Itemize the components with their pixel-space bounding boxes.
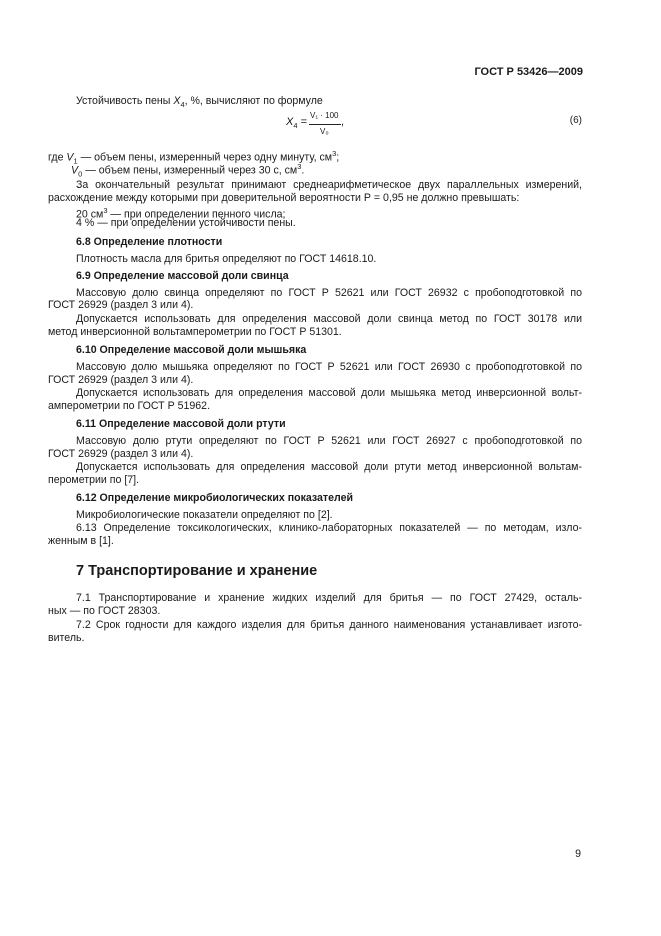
paragraph-line: метод инверсионной вольтамперометрии по ГОСТ Р 51301.: [48, 326, 342, 338]
formula-denominator: V₀: [320, 127, 329, 136]
formula-lhs: $X_4$ =: [286, 116, 308, 131]
section-title: 6.9 Определение массовой доли свинца: [76, 270, 289, 282]
section-title: 6.8 Определение плотности: [76, 236, 223, 248]
paragraph-line: Допускается использовать для определения массовой доли свинца метод по ГОСТ 30178 или: [76, 313, 582, 325]
page-number: 9: [575, 848, 581, 860]
paragraph-line: расхождение между которыми при доверительной вероятности Р = 0,95 не должно превышать:: [48, 192, 520, 204]
formula-intro: Устойчивость пены $X_4$, %, вычисляют по формуле: [76, 95, 323, 110]
chapter-title: 7 Транспортирование и хранение: [76, 563, 318, 579]
where-v0: $V_0$ — объем пены, измеренный через 30 с, $см^3$.: [71, 162, 305, 179]
paragraph-line: Микробиологические показатели определяют по [2].: [76, 509, 333, 521]
document-page: ГОСТ Р 53426—2009 Устойчивость пены $X_4$, %, вычисляют по формуле $X_4$ = V₁ · 100 V₀ , (6) где $V_1$ — объем пены, измеренный через одну минуту, $см^3$; $V_0$ — объем пены, измеренный через 30 с, $см^3$. За окончательный результат принимают среднеарифметическое двух параллельных измерений, расхождение между которыми при доверительной вероятности Р = 0,95 не должно превышать: 20 $см^3$ — при определении пенного числа; 4 % — при определении устойчивости пены. 6.8 Определение плотности Плотность масла для бритья определяют по ГОСТ 14618.10. 6.9 Определение массовой доли свинца Массовую долю свинца определяют по ГОСТ Р 52621 или ГОСТ 26932 с пробоподготовкой по ГОСТ 26929 (раздел 3 или 4). Допускается использовать для определения массовой доли свинца метод по ГОСТ 30178 или метод инверсионной вольтамперометрии по ГОСТ Р 51301. 6.10 Определение массовой доли мышьяка Массовую долю мышьяка определяют по ГОСТ Р 52621 или ГОСТ 26930 с пробоподготовкой по ГОСТ 26929 (раздел 3 или 4). Допускается использовать для определения массовой доли мышьяка метод инверсионной вольт- амперометрии по ГОСТ Р 51962. 6.11 Определение массовой доли ртути Массовую долю ртути определяют по ГОСТ Р 52621 или ГОСТ 26927 с пробоподготовкой по ГОСТ 26929 (раздел 3 или 4). Допускается использовать для определения массовой доли ртути метод инверсионной вольтам- перометрии по [7]. 6.12 Определение микробиологических показателей Микробиологические показатели определяют по [2]. 6.13 Определение токсикологических, клинико-лабораторных показателей — по методам, изло- женным в [1]. 7 Транспортирование и хранение 7.1 Транспортирование и хранение жидких изделий для бритья — по ГОСТ 27429, осталь- ных — по ГОСТ 28303. 7.2 Срок годности для каждого изделия для бритья данного наименования устанавливает изгото- витель. 9: [48, 66, 583, 860]
paragraph-line: женным в [1].: [48, 535, 114, 547]
paragraph-line: ГОСТ 26929 (раздел 3 или 4).: [48, 374, 194, 386]
section-title: 6.12 Определение микробиологических показателей: [76, 492, 353, 504]
formula-numerator: V₁ · 100: [310, 111, 339, 120]
paragraph-line: амперометрии по ГОСТ Р 51962.: [48, 400, 211, 412]
paragraph-line: Допускается использовать для определения массовой доли ртути метод инверсионной вольтам-: [76, 461, 582, 473]
paragraph-line: Массовую долю ртути определяют по ГОСТ Р 52621 или ГОСТ 26927 с пробоподготовкой по: [76, 435, 582, 447]
section-title: 6.10 Определение массовой доли мышьяка: [76, 344, 307, 356]
paragraph-line: витель.: [48, 632, 85, 644]
paragraph-line: За окончательный результат принимают среднеарифметическое двух параллельных измерений,: [76, 179, 582, 191]
paragraph-line: Массовую долю мышьяка определяют по ГОСТ Р 52621 или ГОСТ 26930 с пробоподготовкой по: [76, 361, 582, 373]
formula-number: (6): [569, 115, 582, 126]
paragraph-line: ГОСТ 26929 (раздел 3 или 4).: [48, 448, 194, 460]
standard-header: ГОСТ Р 53426—2009: [474, 66, 583, 78]
paragraph-line: Массовую долю свинца определяют по ГОСТ Р 52621 или ГОСТ 26932 с пробоподготовкой по: [76, 287, 582, 299]
paragraph-line: Плотность масла для бритья определяют по ГОСТ 14618.10.: [76, 253, 377, 265]
paragraph-line: Допускается использовать для определения массовой доли мышьяка метод инверсионной вольт-: [76, 387, 582, 399]
fraction-bar: [309, 124, 341, 125]
paragraph-line: ГОСТ 26929 (раздел 3 или 4).: [48, 299, 194, 311]
paragraph-line: перометрии по [7].: [48, 474, 140, 486]
paragraph-line: 7.2 Срок годности для каждого изделия для бритья данного наименования устанавливает изгото-: [76, 619, 582, 631]
paragraph-line: 6.13 Определение токсикологических, клинико-лабораторных показателей — по методам, изло-: [76, 522, 582, 534]
section-title: 6.11 Определение массовой доли ртути: [76, 418, 286, 430]
paragraph-line: 7.1 Транспортирование и хранение жидких изделий для бритья — по ГОСТ 27429, осталь-: [76, 592, 582, 604]
paragraph-line: ных — по ГОСТ 28303.: [48, 605, 161, 617]
list-item: 20 $см^3$ — при определении пенного числа;: [76, 206, 286, 221]
where-v1: где $V_1$ — объем пены, измеренный через одну минуту, $см^3$;: [48, 149, 340, 166]
list-item: 4 % — при определении устойчивости пены.: [76, 217, 296, 229]
